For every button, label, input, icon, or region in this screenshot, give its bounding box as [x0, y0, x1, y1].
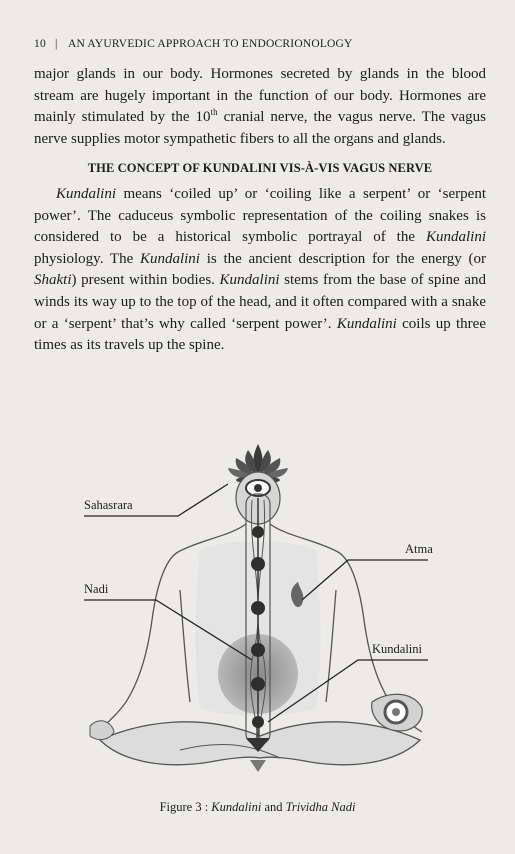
- label-sahasrara: Sahasrara: [84, 498, 133, 512]
- ordinal-superscript: th: [210, 107, 218, 118]
- para2-text: physiology. The: [34, 250, 140, 267]
- caption-middle: and: [261, 800, 286, 814]
- left-hand: [90, 721, 114, 740]
- term-kundalini: Kundalini: [219, 272, 280, 289]
- para2-text: stems from the base of spine and winds its way up to the top of the head, and it often compared with a snake or a ‘serpent’ that’s why called ‘serpent power’.: [34, 272, 486, 332]
- para1-text-a: major glands in our body. Hormones secreted by glands in the blood stream are hugely important in the function of our body. Hormones are mainly stimulated by the 10: [34, 66, 486, 126]
- term-shakti: Shakti: [34, 272, 72, 289]
- caption-term-trividha-nadi: Trividha Nadi: [285, 800, 356, 814]
- term-kundalini: Kundalini: [425, 229, 486, 246]
- meditating-figure-illustration: [60, 440, 460, 812]
- caption-term-kundalini: Kundalini: [211, 800, 262, 814]
- label-kundalini: Kundalini: [372, 642, 422, 656]
- page-number: 10: [34, 38, 46, 50]
- para2-text: is the ancient description for the energy (or: [199, 250, 486, 267]
- body-text: [34, 64, 486, 357]
- running-title: AN AYURVEDIC APPROACH TO ENDOCRIONOLOGY: [67, 38, 353, 50]
- term-kundalini: Kundalini: [336, 315, 397, 332]
- label-nadi: Nadi: [84, 582, 109, 596]
- term-kundalini: Kundalini: [139, 250, 200, 267]
- term-kundalini: Kundalini: [56, 185, 117, 202]
- para1-text-b: cranial nerve, the vagus nerve. The vagus nerve supplies motor sympathetic fibers to all the organs and glands.: [34, 109, 486, 147]
- kundalini-figure: [60, 440, 460, 812]
- paragraph-glands: [34, 64, 486, 150]
- paragraph-kundalini: [34, 184, 486, 357]
- para2-text: ) present within bodies.: [71, 272, 220, 289]
- section-heading: THE CONCEPT OF KUNDALINI VIS-À-VIS VAGUS NERVE: [87, 161, 433, 176]
- header-separator: |: [54, 38, 58, 50]
- label-atma: Atma: [405, 542, 433, 556]
- para2-text: means ‘coiled up’ or ‘coiling like a serpent’ or ‘serpent power’. The caduceus symbolic representation of the coiling snakes is considered to be a historical symbolic portrayal of the: [34, 185, 486, 246]
- running-head: [34, 38, 353, 50]
- para2-text: coils up three times as its travels up the spine.: [34, 315, 486, 354]
- caption-prefix: Figure 3 :: [159, 800, 212, 814]
- figure-caption: [0, 800, 515, 815]
